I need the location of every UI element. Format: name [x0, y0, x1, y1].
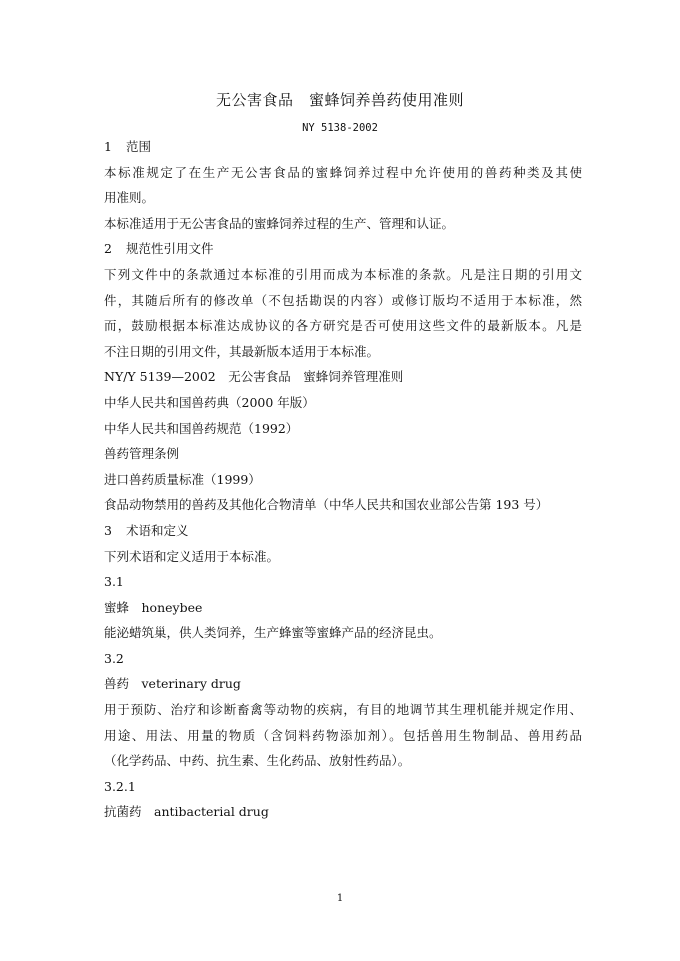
reference-item: 中华人民共和国兽药典（2000 年版） — [104, 394, 315, 410]
section-2-line-2: 件，其随后所有的修改单（不包括勘误的内容）或修订版均不适用于本标准，然 — [104, 292, 582, 308]
section-1-para-1-line-1: 本标准规定了在生产无公害食品的蜜蜂饲养过程中允许使用的兽药种类及其使 — [104, 164, 582, 180]
document-title: 无公害食品 蜜蜂饲养兽药使用准则 — [215, 91, 464, 109]
reference-item: 进口兽药质量标准（1999） — [104, 471, 261, 487]
term-3-2-1-term: 抗菌药 antibacterial drug — [104, 804, 269, 820]
section-2-line-1: 下列文件中的条款通过本标准的引用而成为本标准的条款。凡是注日期的引用文 — [104, 266, 582, 282]
page-number: 1 — [336, 893, 344, 904]
section-1-title: 范围 — [126, 139, 152, 154]
reference-item: 兽药管理条例 — [104, 446, 180, 462]
section-2-title: 规范性引用文件 — [126, 241, 214, 257]
term-3-2-definition-line-3: （化学药品、中药、抗生素、生化药品、放射性药品）。 — [104, 753, 411, 769]
standard-code: NY 5138-2002 — [302, 122, 378, 134]
document-body — [104, 134, 582, 825]
reference-item: 食品动物禁用的兽药及其他化合物清单（中华人民共和国农业部公告第 193 号） — [104, 497, 549, 513]
section-2-number: 2 — [104, 241, 112, 257]
section-3-intro: 下列术语和定义适用于本标准。 — [104, 548, 280, 564]
section-1-para-2: 本标准适用于无公害食品的蜜蜂饲养过程的生产、管理和认证。 — [104, 215, 455, 231]
section-3-heading — [104, 518, 582, 544]
term-3-2-number: 3.2 — [104, 650, 124, 666]
section-2-line-4: 不注日期的引用文件，其最新版本适用于本标准。 — [104, 343, 380, 359]
reference-item: NY/Y 5139—2002 无公害食品 蜜蜂饲养管理准则 — [104, 369, 404, 385]
term-3-1-number: 3.1 — [104, 574, 124, 590]
term-3-2-definition-line-1: 用于预防、治疗和诊断畜禽等动物的疾病，有目的地调节其生理机能并规定作用、 — [104, 702, 582, 718]
term-3-2-term: 兽药 veterinary drug — [104, 676, 241, 692]
section-1-heading — [104, 134, 582, 160]
term-3-1-term: 蜜蜂 honeybee — [104, 599, 203, 615]
section-1-number: 1 — [104, 139, 112, 154]
section-3-title: 术语和定义 — [126, 522, 189, 538]
section-3-number: 3 — [104, 522, 112, 538]
term-3-1-definition: 能泌蜡筑巢，供人类饲养，生产蜂蜜等蜜蜂产品的经济昆虫。 — [104, 625, 442, 641]
term-3-2-1-number: 3.2.1 — [104, 778, 136, 794]
section-1-para-1-line-2: 用准则。 — [104, 190, 155, 206]
term-3-2-definition-line-2: 用途、用法、用量的物质（含饲料药物添加剂）。包括兽用生物制品、兽用药品 — [104, 727, 582, 743]
section-2-line-3: 而，鼓励根据本标准达成协议的各方研究是否可使用这些文件的最新版本。凡是 — [104, 318, 582, 334]
section-2-heading — [104, 236, 582, 262]
reference-item: 中华人民共和国兽药规范（1992） — [104, 420, 299, 436]
